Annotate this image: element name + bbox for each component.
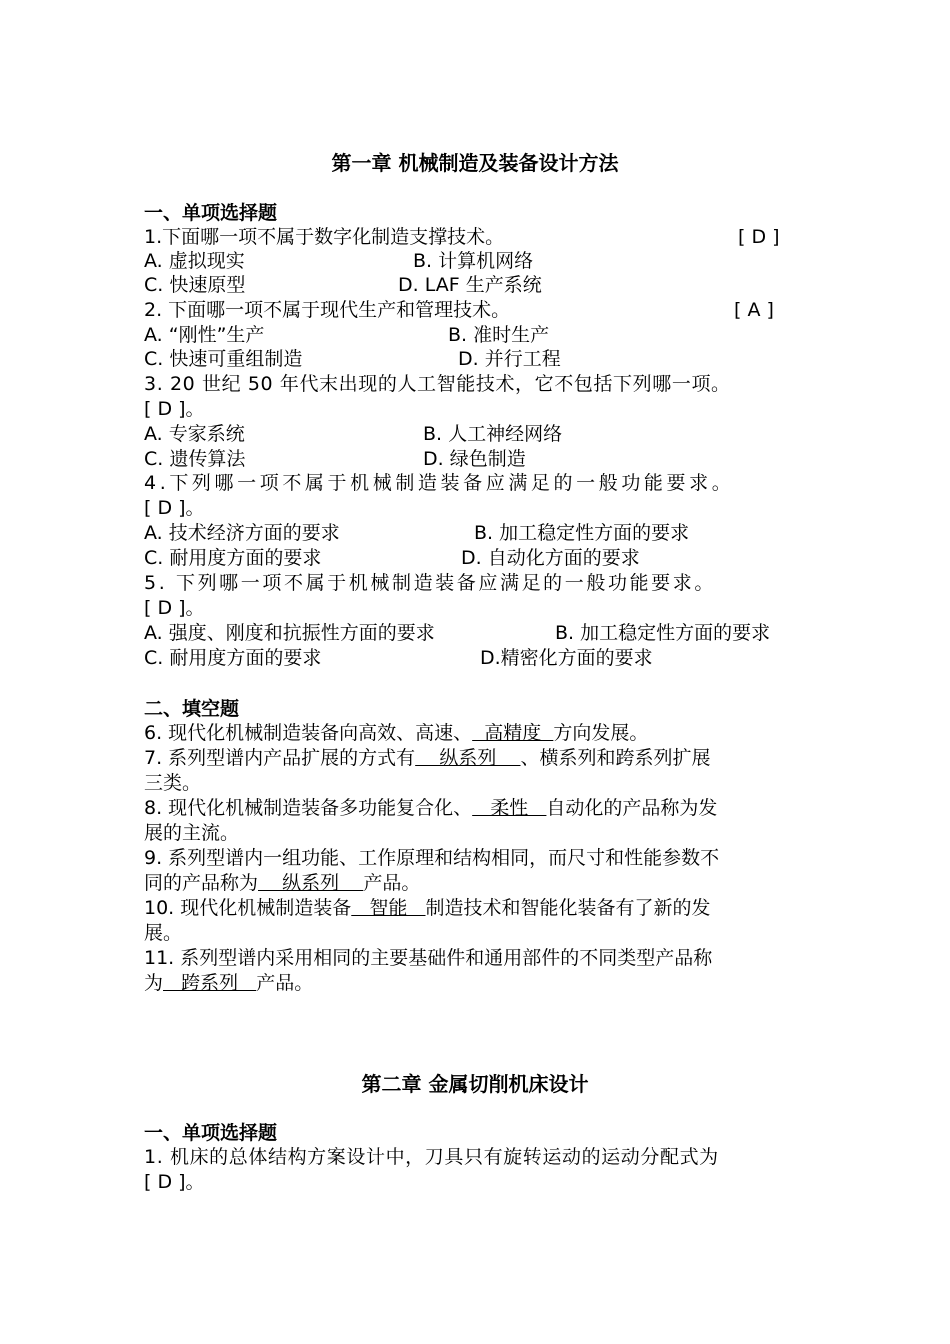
question-9-pre: 同的产品称为	[144, 872, 259, 894]
question-1-option-a: A. 虚拟现实	[144, 250, 245, 272]
question-2-option-b: B. 准时生产	[448, 324, 550, 346]
question-2-answer: [ A ]	[734, 299, 774, 321]
question-9-blank: 纵系列	[258, 872, 364, 894]
question-7-post: 、横系列和跨系列扩展	[520, 747, 711, 769]
question-5-option-d: D.精密化方面的要求	[480, 647, 653, 669]
question-3-option-b: B. 人工神经网络	[423, 423, 563, 445]
question-4-answer: [ D ]。	[144, 497, 205, 519]
chapter2-question-1-text: 1. 机床的总体结构方案设计中，刀具只有旋转运动的运动分配式为	[144, 1146, 719, 1168]
question-3-option-d: D. 绿色制造	[423, 448, 526, 470]
question-10	[144, 896, 711, 921]
question-3-text: 3. 20 世纪 50 年代末出现的人工智能技术，它不包括下列哪一项。	[144, 373, 731, 395]
question-3-answer: [ D ]。	[144, 398, 205, 420]
question-8-post: 自动化的产品称为发	[546, 797, 718, 819]
question-5-option-b: B. 加工稳定性方面的要求	[555, 622, 771, 644]
question-5-option-c: C. 耐用度方面的要求	[144, 647, 322, 669]
question-7-pre: 7. 系列型谱内产品扩展的方式有	[144, 747, 416, 769]
question-10-pre: 10. 现代化机械制造装备	[144, 897, 352, 919]
chapter1-section1-heading: 一、单项选择题	[144, 202, 278, 224]
question-7-blank: 纵系列	[415, 747, 521, 769]
question-10-line2: 展。	[144, 922, 183, 944]
question-2-option-d: D. 并行工程	[458, 348, 561, 370]
question-9	[144, 871, 420, 896]
question-4-option-d: D. 自动化方面的要求	[461, 547, 640, 569]
question-1-option-c: C. 快速原型	[144, 274, 246, 296]
question-11-post: 产品。	[256, 972, 314, 994]
question-11-blank: 跨系列	[163, 972, 257, 994]
question-1-answer: [ D ]	[738, 226, 780, 248]
chapter2-title: 第二章 金属切削机床设计	[361, 1072, 589, 1096]
question-1-text: 1.下面哪一项不属于数字化制造支撑技术。	[144, 226, 505, 248]
question-11-pre: 为	[144, 972, 164, 994]
question-5-option-a: A. 强度、刚度和抗振性方面的要求	[144, 622, 435, 644]
question-5-text: 5. 下列哪一项不属于机械制造装备应满足的一般功能要求。	[144, 572, 716, 594]
chapter1-title: 第一章 机械制造及装备设计方法	[331, 151, 619, 175]
question-1-option-b: B. 计算机网络	[413, 250, 534, 272]
chapter2-section1-heading: 一、单项选择题	[144, 1122, 278, 1144]
question-2-text: 2. 下面哪一项不属于现代生产和管理技术。	[144, 299, 511, 321]
question-7	[144, 746, 711, 771]
question-9-line1: 9. 系列型谱内一组功能、工作原理和结构相同，而尺寸和性能参数不	[144, 847, 720, 869]
question-11-line1: 11. 系列型谱内采用相同的主要基础件和通用部件的不同类型产品称	[144, 947, 713, 969]
question-1	[144, 225, 504, 250]
question-4-option-b: B. 加工稳定性方面的要求	[474, 522, 690, 544]
question-8-pre: 8. 现代化机械制造装备多功能复合化、	[144, 797, 473, 819]
question-10-post: 制造技术和智能化装备有了新的发	[425, 897, 711, 919]
question-2-option-c: C. 快速可重组制造	[144, 348, 303, 370]
question-4-option-c: C. 耐用度方面的要求	[144, 547, 322, 569]
question-6	[144, 721, 648, 746]
question-10-blank: 智能	[351, 897, 426, 919]
question-6-pre: 6. 现代化机械制造装备向高效、高速、	[144, 722, 473, 744]
question-4-text: 4.下列哪一项不属于机械制造装备应满足的一般功能要求。	[144, 472, 735, 494]
question-3-option-c: C. 遗传算法	[144, 448, 246, 470]
question-6-post: 方向发展。	[553, 722, 649, 744]
question-7-line2: 三类。	[144, 772, 202, 794]
question-8	[144, 796, 717, 821]
question-5-answer: [ D ]。	[144, 597, 205, 619]
question-1-option-d: D. LAF 生产系统	[398, 274, 542, 296]
chapter2-question-1-answer: [ D ]。	[144, 1171, 205, 1193]
question-6-blank: 高精度	[472, 722, 554, 744]
question-3-option-a: A. 专家系统	[144, 423, 245, 445]
question-2-option-a: A. “刚性”生产	[144, 324, 265, 346]
question-11	[144, 971, 313, 996]
question-8-blank: 柔性	[472, 797, 547, 819]
question-4-option-a: A. 技术经济方面的要求	[144, 522, 340, 544]
question-8-line2: 展的主流。	[144, 822, 240, 844]
chapter1-section2-heading: 二、填空题	[144, 698, 240, 720]
question-9-post: 产品。	[363, 872, 421, 894]
